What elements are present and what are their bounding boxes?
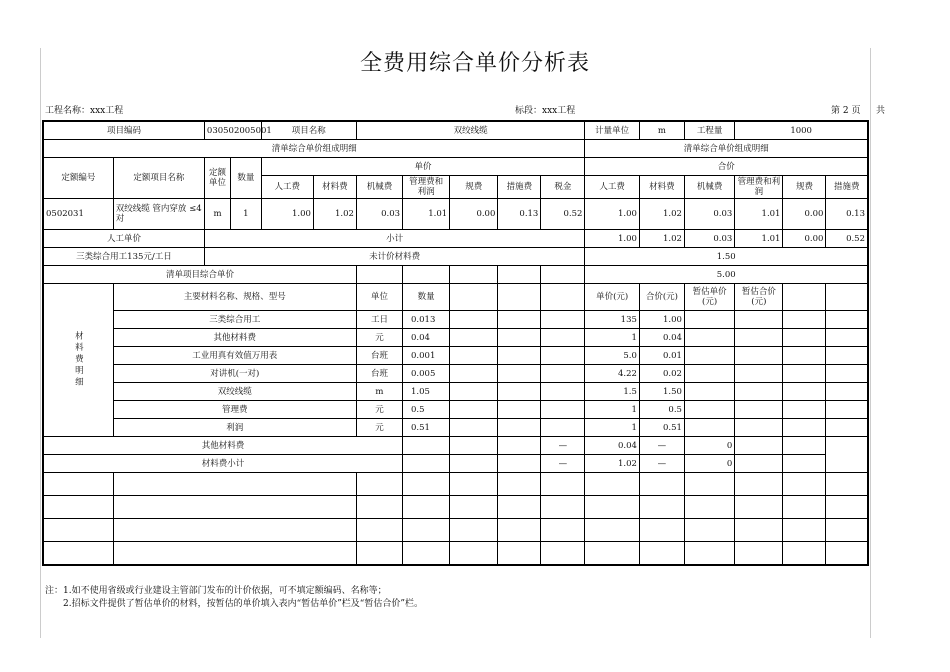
project-name: 工程名称：xxx工程: [45, 106, 124, 116]
material-row: [43, 419, 868, 437]
unit-value: m: [639, 121, 684, 140]
header-name: 定额项目名称: [113, 158, 204, 199]
header-code: 定额编号: [43, 158, 113, 199]
quota-u-machine: 0.03: [356, 199, 402, 230]
header-machine: 机械费: [356, 176, 402, 199]
material-side-label: [43, 284, 113, 437]
quota-unit: m: [204, 199, 230, 230]
header-material: 材料费: [313, 176, 356, 199]
composition-right: 清单综合单价组成明细: [585, 140, 868, 158]
material-header-row: [43, 284, 868, 311]
header-labor-total: 人工费: [585, 176, 640, 199]
header-measure: 措施费: [498, 176, 541, 199]
header-total-price: 合价: [585, 158, 868, 176]
header-qty: 数量: [231, 158, 261, 199]
blank-row: [43, 496, 868, 519]
material-header-name: 主要材料名称、规格、型号: [113, 284, 356, 311]
material-subtotal-total: 1.02: [585, 455, 640, 473]
subtotal-measure: 0.52: [826, 230, 868, 248]
material-unit: m: [356, 383, 402, 401]
composite-price-row: [43, 266, 868, 284]
subtotal-material: 1.02: [639, 230, 684, 248]
material-unit: 元: [356, 329, 402, 347]
material-header-est-total: 暂估合价(元): [735, 284, 783, 311]
material-name: 管理费: [113, 401, 356, 419]
page-total: 共: [876, 106, 886, 116]
material-unit: 工日: [356, 311, 402, 329]
material-qty: 0.013: [403, 311, 450, 329]
material-row: [43, 383, 868, 401]
material-qty: 0.001: [403, 347, 450, 365]
material-qty: 0.04: [403, 329, 450, 347]
quota-qty: 1: [231, 199, 261, 230]
blank-row: [43, 519, 868, 542]
unit-label: 计量单位: [585, 121, 640, 140]
material-qty: 1.05: [403, 383, 450, 401]
qty-label: 工程量: [684, 121, 734, 140]
header-labor: 人工费: [261, 176, 313, 199]
header-tax: 税金: [541, 176, 585, 199]
material-header-qty: 数量: [403, 284, 450, 311]
material-subtotal-row: [43, 455, 868, 473]
composition-row: [43, 140, 868, 158]
material-name: 其他材料费: [113, 329, 356, 347]
page-border-right: [870, 48, 871, 638]
material-price: 1: [585, 329, 640, 347]
quota-u-material: 1.02: [313, 199, 356, 230]
quota-u-mgmt: 1.01: [403, 199, 450, 230]
material-total: 0.04: [639, 329, 684, 347]
material-unit: 元: [356, 419, 402, 437]
material-name: 双绞线缆: [113, 383, 356, 401]
quota-t-measure: 0.13: [826, 199, 868, 230]
material-price: 4.22: [585, 365, 640, 383]
material-unit: 台班: [356, 347, 402, 365]
header-fee-total: 规费: [783, 176, 826, 199]
material-name: 三类综合用工: [113, 311, 356, 329]
subtotal-fee: 0.00: [783, 230, 826, 248]
material-total: 0.5: [639, 401, 684, 419]
material-row: [43, 329, 868, 347]
analysis-table: [42, 120, 869, 566]
unpriced-material-value: 1.50: [585, 248, 868, 266]
quota-t-fee: 0.00: [783, 199, 826, 230]
header-row-item: [43, 121, 868, 140]
material-price: 1.5: [585, 383, 640, 401]
header-unit-price: 单价: [261, 158, 585, 176]
subtotal-row: [43, 230, 868, 248]
material-other-price: —: [541, 437, 585, 455]
material-price: 135: [585, 311, 640, 329]
subtotal-label: 小计: [204, 230, 584, 248]
material-price: 1: [585, 419, 640, 437]
material-other-label: 其他材料费: [43, 437, 403, 455]
composite-price-label: 清单项目综合单价: [43, 266, 356, 284]
material-subtotal-price: —: [541, 455, 585, 473]
quota-name: 双绞线缆 管内穿放 ≤4对: [113, 199, 204, 230]
subtotal-labor: 1.00: [585, 230, 640, 248]
material-unit: 元: [356, 401, 402, 419]
material-name: 利润: [113, 419, 356, 437]
name-label: 项目名称: [261, 121, 356, 140]
header-machine-total: 机械费: [684, 176, 734, 199]
material-total: 1.00: [639, 311, 684, 329]
code-label: 项目编码: [43, 121, 204, 140]
material-qty: 0.51: [403, 419, 450, 437]
material-subtotal-est-price: —: [639, 455, 684, 473]
page-number: 第 2 页: [831, 106, 861, 116]
material-price: 5.0: [585, 347, 640, 365]
header-measure-total: 措施费: [826, 176, 868, 199]
name-value: 双绞线缆: [356, 121, 584, 140]
material-row: [43, 347, 868, 365]
footnote-2: 2.招标文件提供了暂估单价的材料，按暂估的单价填入表内“暂估单价”栏及“暂估合价”栏。: [63, 599, 423, 609]
quota-u-tax: 0.52: [541, 199, 585, 230]
quota-u-fee: 0.00: [450, 199, 498, 230]
material-side-text: 材料费明细: [73, 331, 84, 389]
material-other-row: [43, 437, 868, 455]
subtotal-machine: 0.03: [684, 230, 734, 248]
material-total: 0.01: [639, 347, 684, 365]
quota-row: [43, 199, 868, 230]
material-header-total: 合价(元): [639, 284, 684, 311]
section-label: 标段：xxx工程: [515, 106, 576, 116]
footnote-1: 注：1.如不使用省级或行业建设主管部门发布的计价依据，可不填定额编码、名称等；: [45, 586, 387, 596]
analysis-table-wrapper: [42, 120, 869, 566]
quota-code: 0502031: [43, 199, 113, 230]
material-unit: 台班: [356, 365, 402, 383]
material-name: 工业用真有效值万用表: [113, 347, 356, 365]
material-name: 对讲机(一对): [113, 365, 356, 383]
header-unit: 定额单位: [204, 158, 230, 199]
header-row-group: [43, 158, 868, 176]
page-title: 全费用综合单价分析表: [359, 51, 590, 76]
material-total: 1.50: [639, 383, 684, 401]
quota-u-labor: 1.00: [261, 199, 313, 230]
material-price: 1: [585, 401, 640, 419]
labor-rate: 三类综合用工135元/工日: [43, 248, 204, 266]
material-qty: 0.5: [403, 401, 450, 419]
material-row: [43, 311, 868, 329]
quota-t-material: 1.02: [639, 199, 684, 230]
header-mgmt: 管理费和利润: [403, 176, 450, 199]
code-value: 030502005001: [204, 121, 261, 140]
unpriced-material-label: 未计价材料费: [204, 248, 584, 266]
material-row: [43, 401, 868, 419]
quota-u-measure: 0.13: [498, 199, 541, 230]
header-material-total: 材料费: [639, 176, 684, 199]
material-subtotal-label: 材料费小计: [43, 455, 403, 473]
material-header-price: 单价(元): [585, 284, 640, 311]
rate-row: [43, 248, 868, 266]
material-other-est-total: 0: [684, 437, 734, 455]
quota-t-mgmt: 1.01: [735, 199, 783, 230]
blank-row: [43, 542, 868, 566]
labor-unit-price-label: 人工单价: [43, 230, 204, 248]
header-fee: 规费: [450, 176, 498, 199]
page-border-left: [40, 48, 41, 638]
material-header-est-price: 暂估单价(元): [684, 284, 734, 311]
footnotes: [45, 585, 423, 611]
material-header-unit: 单位: [356, 284, 402, 311]
quota-t-labor: 1.00: [585, 199, 640, 230]
material-subtotal-est-total: 0: [684, 455, 734, 473]
subtotal-mgmt: 1.01: [735, 230, 783, 248]
composition-left: 清单综合单价组成明细: [43, 140, 585, 158]
blank-row: [43, 473, 868, 496]
material-qty: 0.005: [403, 365, 450, 383]
material-other-est-price: —: [639, 437, 684, 455]
material-total: 0.51: [639, 419, 684, 437]
material-row: [43, 365, 868, 383]
composite-price-value: 5.00: [585, 266, 868, 284]
qty-value: 1000: [735, 121, 868, 140]
quota-t-machine: 0.03: [684, 199, 734, 230]
material-total: 0.02: [639, 365, 684, 383]
material-other-total: 0.04: [585, 437, 640, 455]
header-mgmt-total: 管理费和利润: [735, 176, 783, 199]
